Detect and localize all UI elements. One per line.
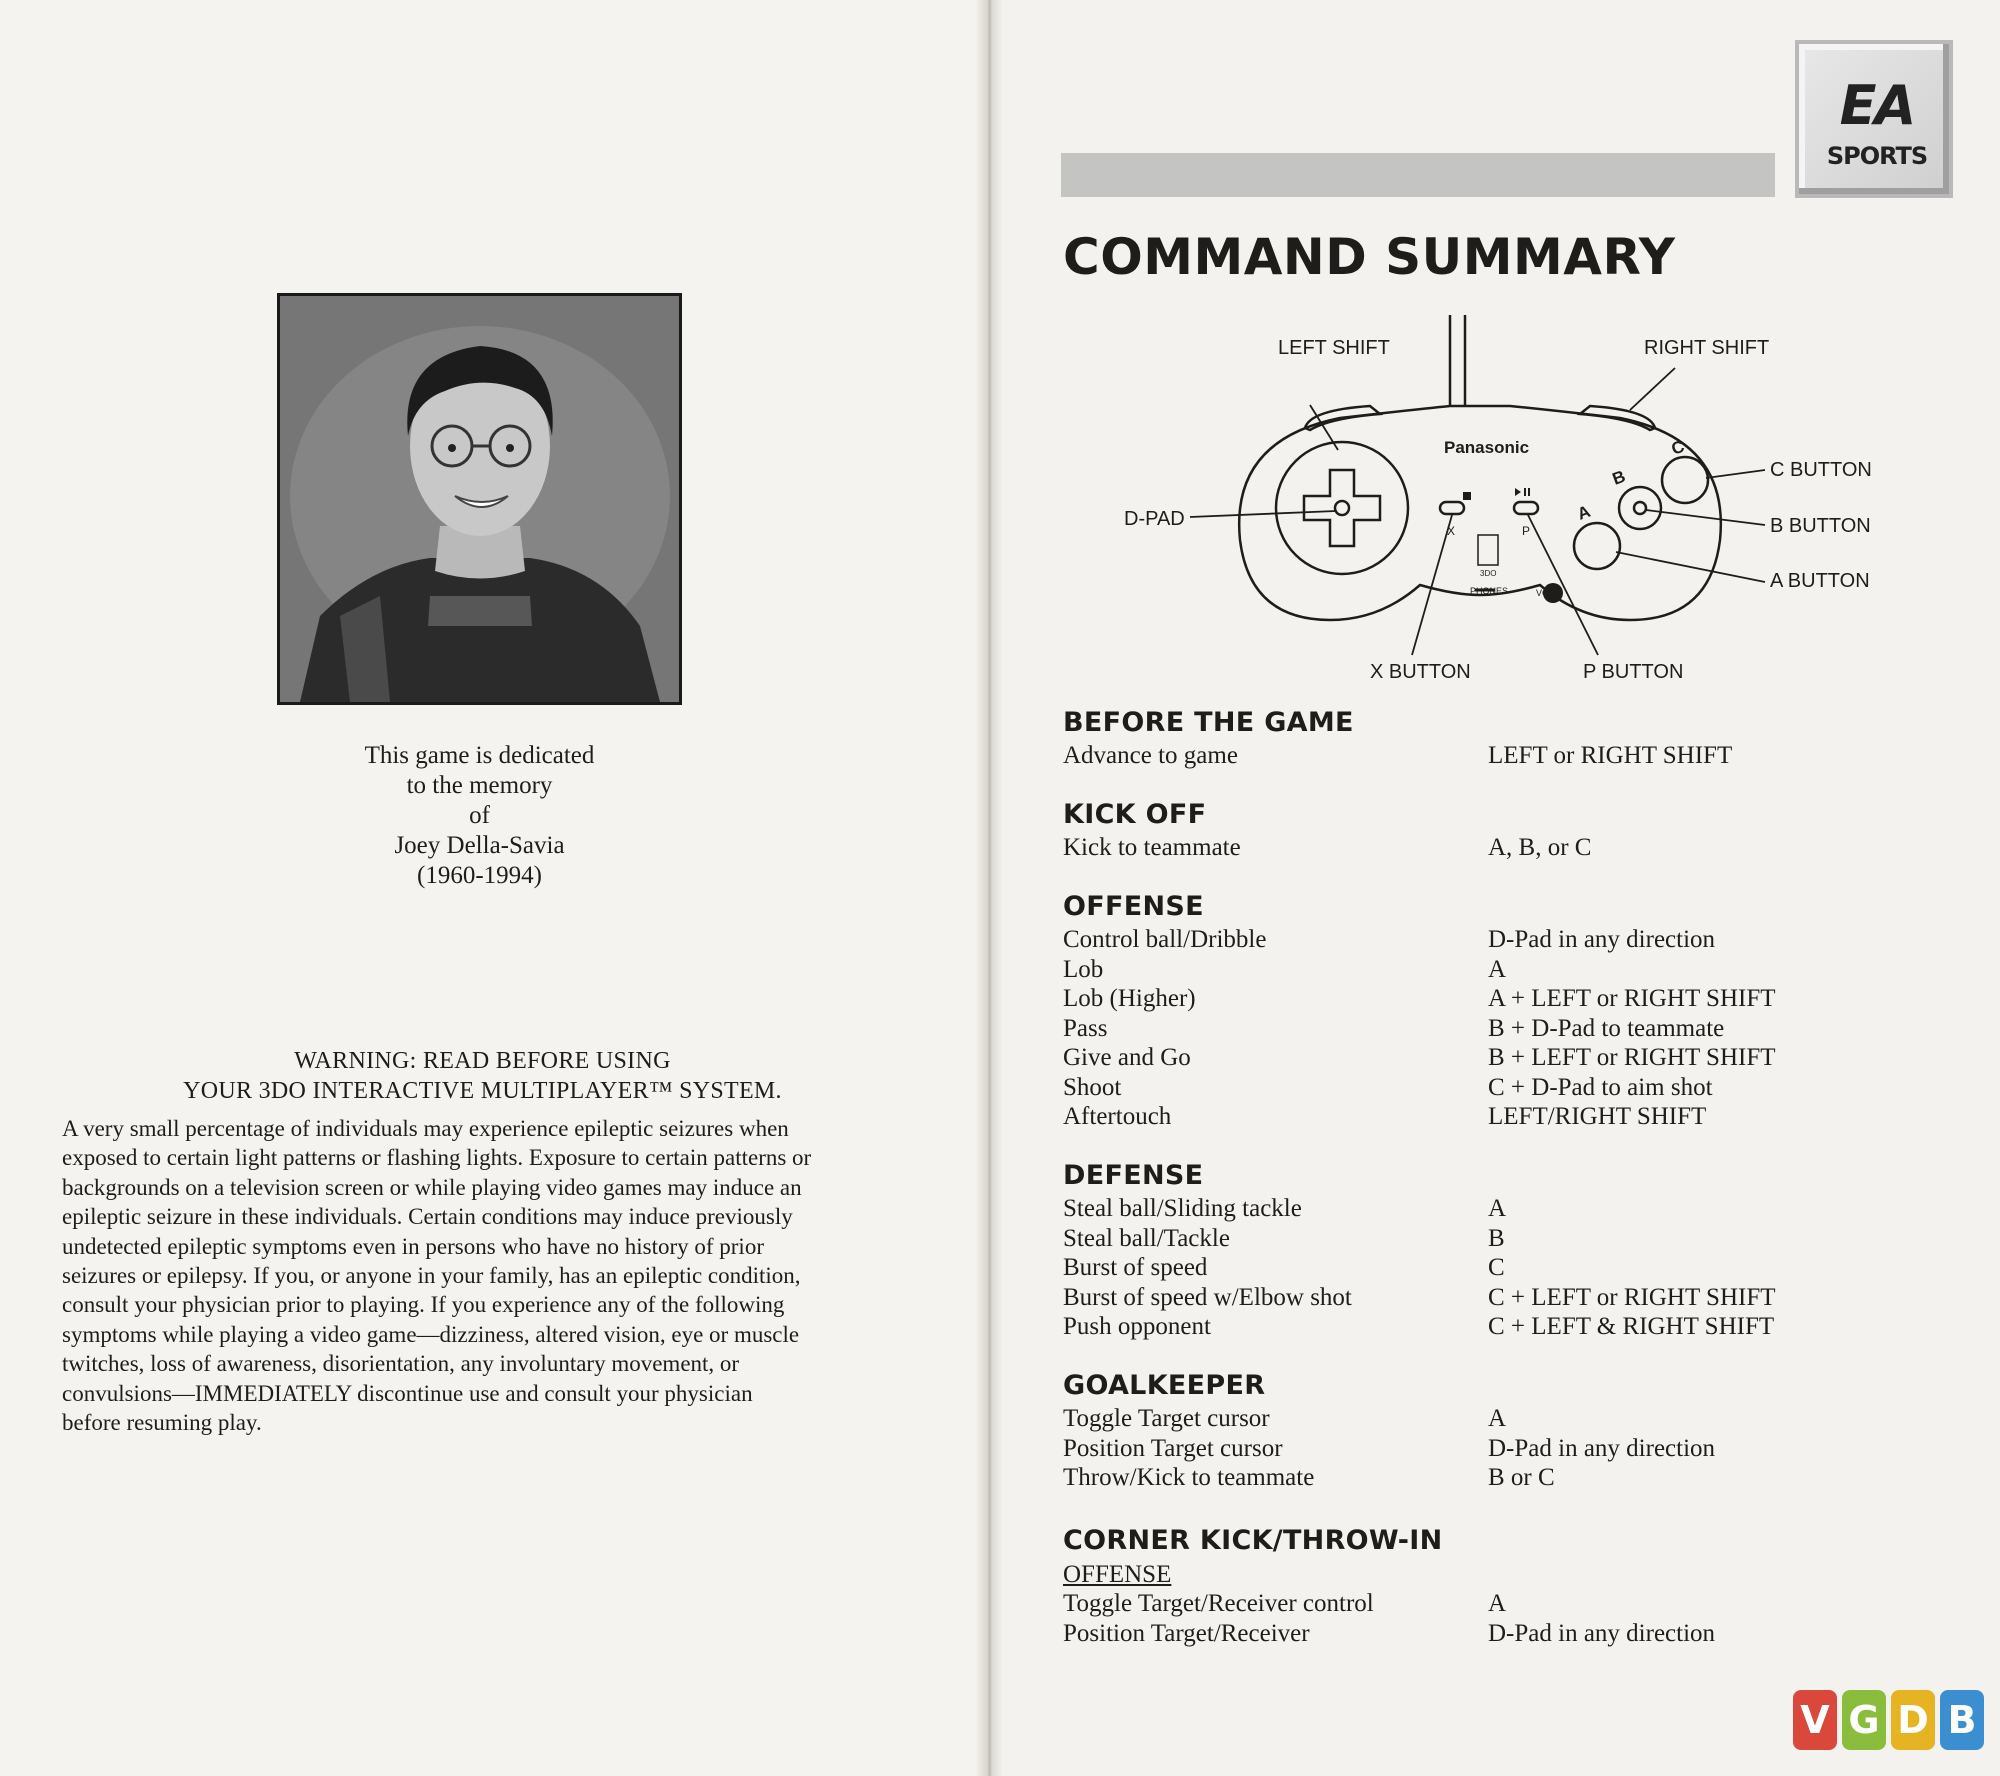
command-row <box>1063 1254 1823 1283</box>
command-row <box>1063 1044 1823 1073</box>
section-goalkeeper: GOALKEEPER <box>1063 1370 1266 1401</box>
face-label-x: X <box>1447 524 1456 538</box>
command-keys: D-Pad in any direction <box>1488 1435 1716 1462</box>
warning-line: A very small percentage of individuals may experience epileptic seizures when <box>62 1116 789 1141</box>
label-a-button: A BUTTON <box>1770 570 1870 592</box>
command-row <box>1063 1464 1823 1493</box>
watermark-letter: B <box>1940 1690 1984 1750</box>
ea-logo-mark: EA <box>1839 74 1915 137</box>
command-row <box>1063 1195 1823 1224</box>
command-action: Advance to game <box>1063 742 1238 769</box>
section-corner-kick: CORNER KICK/THROW-IN <box>1063 1525 1443 1556</box>
section-before-the-game: BEFORE THE GAME <box>1063 707 1354 738</box>
command-row <box>1063 1225 1823 1254</box>
warning-line: seizures or epilepsy. If you, or anyone in your family, has an epileptic condition, <box>62 1263 801 1289</box>
command-keys: A <box>1488 1405 1507 1432</box>
warning-line: backgrounds on a television screen or while playing video games may induce an <box>62 1174 802 1200</box>
warning-title-line: YOUR 3DO INTERACTIVE MULTIPLAYER™ SYSTEM. <box>183 1078 782 1104</box>
command-row <box>1063 1435 1823 1464</box>
command-action: Lob <box>1063 956 1104 983</box>
command-action: Position Target cursor <box>1063 1435 1283 1462</box>
command-keys: A <box>1488 1195 1507 1222</box>
face-label-a: A <box>1574 501 1593 524</box>
command-action: Give and Go <box>1063 1044 1191 1071</box>
command-action: Position Target/Receiver <box>1063 1620 1310 1647</box>
dedication-line: of <box>469 802 490 829</box>
command-action: Shoot <box>1063 1074 1122 1101</box>
command-action: Burst of speed w/Elbow shot <box>1063 1284 1352 1311</box>
watermark-letter: V <box>1793 1690 1837 1750</box>
command-action: Burst of speed <box>1063 1254 1208 1281</box>
command-action: Control ball/Dribble <box>1063 926 1267 953</box>
warning-title-line: WARNING: READ BEFORE USING <box>294 1048 671 1074</box>
face-label-3do: 3DO <box>1480 569 1497 578</box>
warning-line: exposed to certain light patterns or flashing lights. Exposure to certain patterns or <box>62 1145 812 1171</box>
page-gutter <box>975 0 1003 1776</box>
command-row <box>1063 1620 1823 1649</box>
section-kick-off: KICK OFF <box>1063 799 1207 830</box>
command-row <box>1063 985 1823 1014</box>
command-keys: B + D-Pad to teammate <box>1488 1015 1725 1042</box>
command-row <box>1063 926 1823 955</box>
warning-line: twitches, loss of awareness, disorientation, any involuntary movement, or <box>62 1351 740 1377</box>
command-row <box>1063 1015 1823 1044</box>
command-keys: C + LEFT & RIGHT SHIFT <box>1488 1313 1775 1340</box>
label-x-button: X BUTTON <box>1370 661 1471 683</box>
command-row <box>1063 1405 1823 1434</box>
command-keys: LEFT or RIGHT SHIFT <box>1488 742 1733 769</box>
command-action: Steal ball/Tackle <box>1063 1225 1230 1252</box>
subsection-offense: OFFENSE <box>1063 1561 1172 1588</box>
command-keys: B <box>1488 1225 1505 1252</box>
command-action: Toggle Target/Receiver control <box>1063 1590 1374 1617</box>
command-action: Toggle Target cursor <box>1063 1405 1270 1432</box>
dedication-photo <box>277 293 682 705</box>
command-keys: D-Pad in any direction <box>1488 926 1716 953</box>
header-bar <box>1061 153 1775 197</box>
section-offense: OFFENSE <box>1063 891 1204 922</box>
warning-line: epileptic seizure in these individuals. Certain conditions may induce previously <box>62 1204 793 1230</box>
controller-brand: Panasonic <box>1444 438 1530 457</box>
command-action: Kick to teammate <box>1063 834 1241 861</box>
face-label-b: B <box>1609 466 1628 489</box>
command-row <box>1063 956 1823 985</box>
command-keys: B or C <box>1488 1464 1555 1491</box>
dedication-line: Joey Della-Savia <box>394 832 565 859</box>
command-keys: C + LEFT or RIGHT SHIFT <box>1488 1284 1776 1311</box>
warning-line: consult your physician prior to playing. If you experience any of the following <box>62 1292 785 1318</box>
ea-sports-logo <box>1795 40 1953 198</box>
watermark-letter: D <box>1891 1690 1935 1750</box>
command-action: Pass <box>1063 1015 1108 1042</box>
command-row <box>1063 1284 1823 1313</box>
command-keys: LEFT/RIGHT SHIFT <box>1488 1103 1707 1130</box>
vgdb-watermark <box>1793 1690 1993 1756</box>
label-b-button: B BUTTON <box>1770 515 1871 537</box>
command-row <box>1063 742 1823 771</box>
label-left-shift: LEFT SHIFT <box>1278 337 1390 359</box>
warning-title <box>60 1046 905 1106</box>
ea-logo-wordmark: SPORTS <box>1826 142 1928 170</box>
face-label-vol: VOL <box>1536 588 1555 598</box>
label-c-button: C BUTTON <box>1770 459 1872 481</box>
command-keys: A + LEFT or RIGHT SHIFT <box>1488 985 1776 1012</box>
dedication-text <box>277 741 682 891</box>
command-keys: C <box>1488 1254 1505 1281</box>
warning-line: undetected epileptic symptoms even in persons who have no history of prior <box>62 1233 764 1259</box>
label-d-pad: D-PAD <box>1124 508 1185 530</box>
label-p-button: P BUTTON <box>1583 661 1684 683</box>
command-row <box>1063 1074 1823 1103</box>
command-row <box>1063 834 1823 863</box>
controller-svg <box>1110 310 1930 700</box>
command-action: Steal ball/Sliding tackle <box>1063 1195 1302 1222</box>
face-label-c: C <box>1668 436 1687 459</box>
warning-body <box>62 1114 912 1437</box>
command-keys: C + D-Pad to aim shot <box>1488 1074 1713 1101</box>
command-keys: A, B, or C <box>1488 834 1592 861</box>
warning-line: before resuming play. <box>62 1410 262 1436</box>
command-keys: D-Pad in any direction <box>1488 1620 1716 1647</box>
command-keys: A <box>1488 956 1507 983</box>
command-action: Push opponent <box>1063 1313 1211 1340</box>
label-right-shift: RIGHT SHIFT <box>1644 337 1770 359</box>
command-action: Aftertouch <box>1063 1103 1172 1130</box>
command-keys: B + LEFT or RIGHT SHIFT <box>1488 1044 1776 1071</box>
command-row <box>1063 1313 1823 1342</box>
face-label-p: P <box>1522 524 1531 538</box>
dedication-line: to the memory <box>406 772 553 799</box>
face-label-phones: PHONES <box>1470 586 1509 596</box>
command-action: Throw/Kick to teammate <box>1063 1464 1315 1491</box>
dedication-line: (1960-1994) <box>417 862 542 889</box>
command-row <box>1063 1103 1823 1132</box>
command-action: Lob (Higher) <box>1063 985 1196 1012</box>
warning-line: convulsions—IMMEDIATELY discontinue use and consult your physician <box>62 1380 753 1406</box>
page-title: COMMAND SUMMARY <box>1063 228 1676 286</box>
controller-diagram <box>1110 310 1930 705</box>
watermark-letter: G <box>1842 1690 1886 1750</box>
dedication-line: This game is dedicated <box>364 742 595 769</box>
command-row <box>1063 1590 1823 1619</box>
command-keys: A <box>1488 1590 1507 1617</box>
section-defense: DEFENSE <box>1063 1160 1204 1191</box>
warning-line: symptoms while playing a video game—dizziness, altered vision, eye or muscle <box>62 1321 800 1347</box>
